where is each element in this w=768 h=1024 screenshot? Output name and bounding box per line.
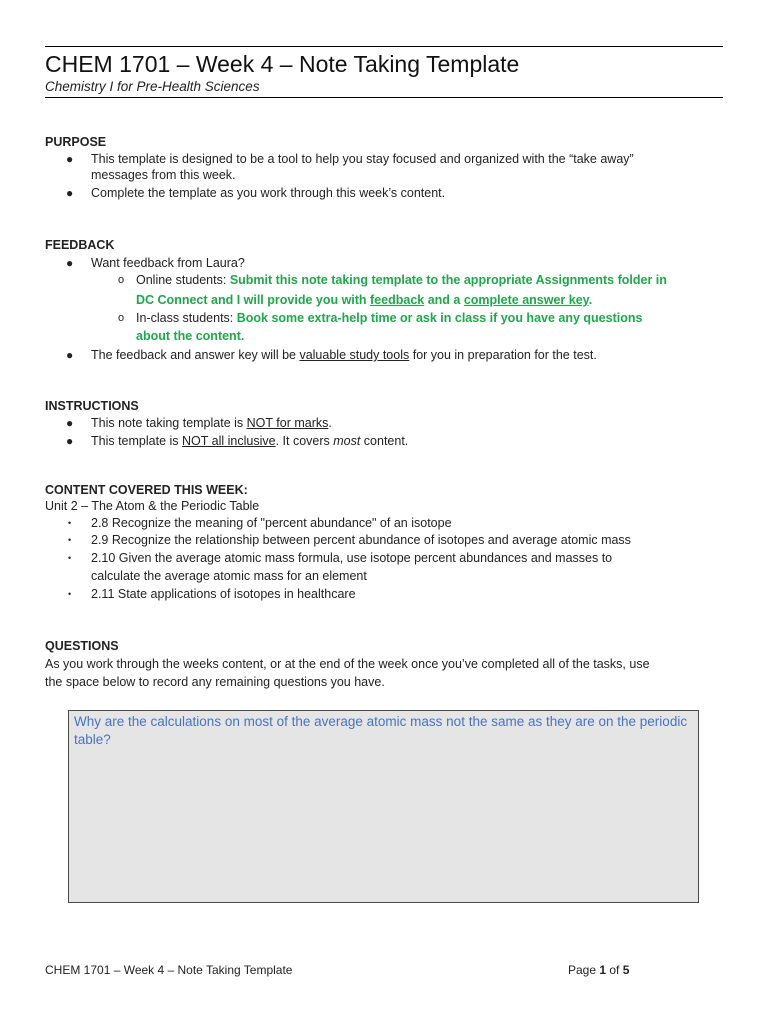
bullet-icon: • <box>68 589 72 599</box>
feedback-heading: FEEDBACK <box>45 238 115 252</box>
feedback-online-line-2 <box>136 291 592 309</box>
document-subtitle: Chemistry I for Pre-Health Sciences <box>45 79 260 94</box>
instr1-b: . <box>328 416 332 430</box>
content-item-3-line-1: 2.10 Given the average atomic mass formula, use isotope percent abundances and masses to <box>91 551 613 565</box>
footer-page-number <box>568 962 629 978</box>
page-current: 1 <box>599 963 607 977</box>
content-item-4: 2.11 State applications of isotopes in healthcare <box>91 587 356 601</box>
online-instruction-cont: DC Connect and I will provide you with <box>136 293 371 307</box>
questions-instruction-line-2: the space below to record any remaining questions you have. <box>45 675 385 689</box>
footer-left: CHEM 1701 – Week 4 – Note Taking Template <box>45 963 293 977</box>
inclass-instruction: Book some extra-help time or ask in class if you have any questions <box>236 311 643 325</box>
feedback-inclass-line-2 <box>136 327 244 345</box>
questions-heading: QUESTIONS <box>45 639 119 653</box>
page-label: Page <box>568 963 600 977</box>
bullet-icon: ● <box>66 186 74 200</box>
instructions-bullet-1 <box>91 414 332 432</box>
feedback-online-line-1 <box>136 271 667 289</box>
instr2-underlined: NOT all inclusive <box>182 434 276 448</box>
final-text-underlined: valuable study tools <box>299 348 410 362</box>
online-instruction-period: . <box>588 293 593 307</box>
content-item-2: 2.9 Recognize the relationship between percent abundance of isotopes and average atomic mass <box>91 533 631 547</box>
bullet-icon: ● <box>66 348 74 362</box>
feedback-final <box>91 346 597 364</box>
questions-answer-box[interactable] <box>68 710 699 903</box>
final-text-a: The feedback and answer key will be <box>91 348 300 362</box>
document-title: CHEM 1701 – Week 4 – Note Taking Template <box>45 51 520 77</box>
sub-bullet-icon: o <box>118 312 125 324</box>
header-top-rule <box>45 46 723 47</box>
header-bottom-rule <box>45 97 723 98</box>
online-instruction: Submit this note taking template to the appropriate Assignments folder in <box>229 273 667 287</box>
instructions-heading: INSTRUCTIONS <box>45 399 139 413</box>
purpose-heading: PURPOSE <box>45 135 107 149</box>
page-of: of <box>606 963 623 977</box>
instr2-b: . It covers <box>275 434 334 448</box>
online-label: Online students: <box>136 273 230 287</box>
content-item-1: 2.8 Recognize the meaning of "percent abundance" of an isotope <box>91 516 452 530</box>
bullet-icon: ● <box>66 416 74 430</box>
bullet-icon: • <box>68 535 72 545</box>
inclass-instruction-cont: about the content. <box>136 329 245 343</box>
content-item-3-line-2: calculate the average atomic mass for an element <box>91 569 367 583</box>
bullet-icon: ● <box>66 256 74 270</box>
instr1-underlined: NOT for marks <box>246 416 329 430</box>
questions-answer-text[interactable]: Why are the calculations on most of the average atomic mass not the same as they are on the periodic table? <box>74 714 688 747</box>
final-text-b: for you in preparation for the test. <box>409 348 597 362</box>
bullet-icon: • <box>68 553 72 563</box>
feedback-want: Want feedback from Laura? <box>91 256 245 270</box>
bullet-icon: ● <box>66 152 74 166</box>
instr2-c: content. <box>360 434 409 448</box>
instr1-a: This note taking template is <box>91 416 247 430</box>
instructions-bullet-2 <box>91 432 408 450</box>
purpose-bullet-1-line-1: This template is designed to be a tool to help you stay focused and organized with the “take away” <box>91 152 634 166</box>
purpose-bullet-1-line-2: messages from this week. <box>91 168 236 182</box>
instr2-italic: most <box>333 434 361 448</box>
answer-key-link[interactable]: complete answer key <box>463 293 589 307</box>
content-unit: Unit 2 – The Atom & the Periodic Table <box>45 499 260 513</box>
page-total: 5 <box>622 963 630 977</box>
feedback-inclass-line-1 <box>136 309 642 327</box>
content-heading: CONTENT COVERED THIS WEEK: <box>45 483 248 497</box>
questions-instruction-line-1: As you work through the weeks content, or at the end of the week once you’ve completed all of the tasks, use <box>45 657 650 671</box>
purpose-bullet-2: Complete the template as you work through this week’s content. <box>91 186 446 200</box>
bullet-icon: • <box>68 518 72 528</box>
bullet-icon: ● <box>66 434 74 448</box>
online-instruction-and: and a <box>424 293 464 307</box>
instr2-a: This template is <box>91 434 183 448</box>
inclass-label: In-class students: <box>136 311 237 325</box>
sub-bullet-icon: o <box>118 274 125 286</box>
feedback-link[interactable]: feedback <box>370 293 425 307</box>
